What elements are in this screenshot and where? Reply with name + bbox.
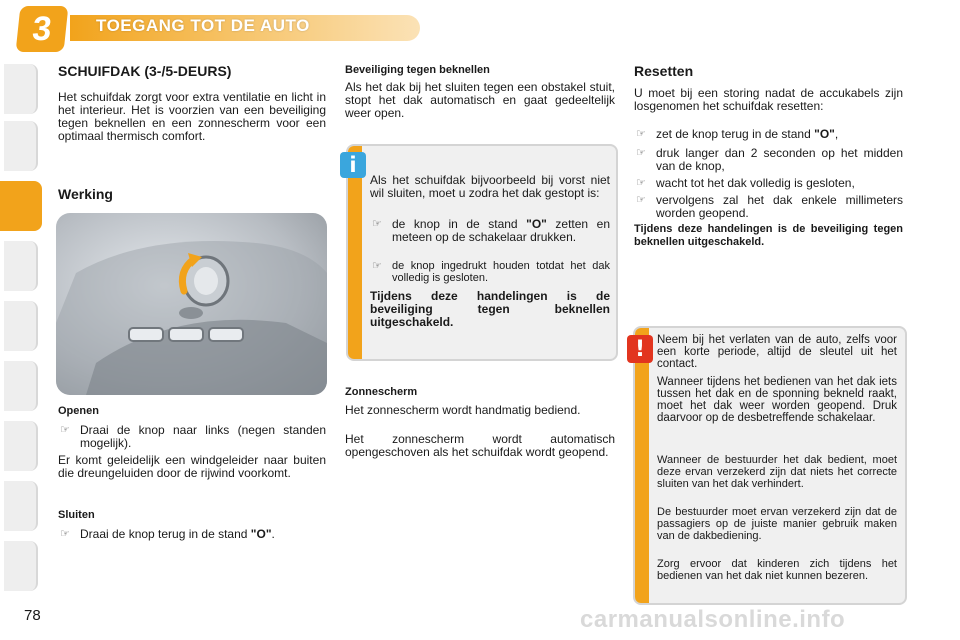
resetten-bullet: ☞ zet de knop terug in de stand "O", xyxy=(636,127,839,141)
resetten-bold-text: Tijdens deze handelingen is de beveiliging tegen beknellen uitgeschakeld. xyxy=(634,223,903,248)
pointing-hand-icon: ☞ xyxy=(636,147,646,159)
roof-console-illustration xyxy=(56,213,327,395)
pointing-hand-icon: ☞ xyxy=(636,177,646,189)
info-bullet: ☞ de knop ingedrukt houden totdat het dak volledig is gesloten. xyxy=(372,260,610,284)
zonnescherm-text: Het zonnescherm wordt automatisch opengeschoven als het schuifdak wordt geopend. xyxy=(345,432,615,459)
chapter-tab[interactable] xyxy=(4,301,38,351)
section-heading: SCHUIFDAK (3-/5-DEURS) xyxy=(58,63,232,79)
sluiten-bullet: ☞ Draai de knop terug in de stand "O". xyxy=(60,527,275,541)
chapter-number: 3 xyxy=(16,6,69,52)
beveiliging-text: Als het dak bij het sluiten tegen een obstakel stuit, stopt het dak automatisch en gaat gedeeltelijk weer open. xyxy=(345,80,615,120)
info-icon: i xyxy=(340,152,366,178)
page-number: 78 xyxy=(24,607,41,624)
chapter-tab[interactable] xyxy=(4,241,38,291)
warning-text: Wanneer de bestuurder het dak bedient, moet deze ervan verzekerd zijn dat niets het correcte sluiten van het dak verhindert. xyxy=(657,454,897,490)
warning-box-stripe xyxy=(635,328,649,603)
info-bullet: ☞ de knop in de stand "O" zetten en meteen op de schakelaar drukken. xyxy=(372,217,610,244)
pointing-hand-icon: ☞ xyxy=(372,218,382,230)
warning-icon: ! xyxy=(627,335,653,363)
warning-box xyxy=(633,326,907,605)
roof-control-photo xyxy=(56,213,327,395)
chapter-tab[interactable] xyxy=(4,64,38,114)
chapter-tab-active[interactable] xyxy=(0,181,42,231)
chapter-tab[interactable] xyxy=(4,421,38,471)
warning-text: De bestuurder moet ervan verzekerd zijn dat de passagiers op de juiste manier gebruik maken van de dakbediening. xyxy=(657,506,897,542)
chapter-tab[interactable] xyxy=(4,361,38,411)
warning-text: Neem bij het verlaten van de auto, zelfs voor een korte periode, altijd de sleutel uit het contact. xyxy=(657,334,897,370)
openen-bullet: ☞ Draai de knop naar links (negen standen mogelijk). xyxy=(60,423,326,450)
sluiten-heading: Sluiten xyxy=(58,509,95,521)
info-bold-text: Tijdens deze handelingen is de beveiliging tegen beknellen uitgeschakeld. xyxy=(370,289,610,329)
openen-text: Er komt geleidelijk een windgeleider naar buiten die dreungeluiden door de rijwind voorkomt. xyxy=(58,453,326,480)
info-box xyxy=(346,144,618,361)
page-title: TOEGANG TOT DE AUTO xyxy=(96,16,310,35)
resetten-bullet: ☞ druk langer dan 2 seconden op het midden van de knop, xyxy=(636,146,903,173)
zonnescherm-heading: Zonnescherm xyxy=(345,386,418,398)
watermark: carmanualsonline.info xyxy=(580,606,846,633)
werking-heading: Werking xyxy=(58,186,113,202)
intro-text: Het schuifdak zorgt voor extra ventilatie en licht in het interieur. Het is voorzien van een beveiliging tegen beknellen en een zonnescherm voor een optimaal thermisch comfort. xyxy=(58,90,326,143)
pointing-hand-icon: ☞ xyxy=(636,128,646,140)
resetten-bullet: ☞ wacht tot het dak volledig is gesloten, xyxy=(636,176,855,190)
pointing-hand-icon: ☞ xyxy=(60,424,70,436)
pointing-hand-icon: ☞ xyxy=(372,260,382,272)
resetten-bullet: ☞ vervolgens zal het dak enkele millimeters worden geopend. xyxy=(636,193,903,220)
pointing-hand-icon: ☞ xyxy=(60,528,70,540)
resetten-heading: Resetten xyxy=(634,63,694,79)
warning-text: Wanneer tijdens het bedienen van het dak iets tussen het dak en de sponning bekneld raakt, moet het dak weer worden geopend. Druk daarvoor op de desbetreffende schakelaar. xyxy=(657,376,897,424)
beveiliging-heading: Beveiliging tegen beknellen xyxy=(345,64,490,76)
openen-heading: Openen xyxy=(58,405,99,417)
warning-text: Zorg ervoor dat kinderen zich tijdens het bedienen van het dak niet kunnen bezeren. xyxy=(657,558,897,582)
chapter-tab[interactable] xyxy=(4,541,38,591)
zonnescherm-text: Het zonnescherm wordt handmatig bediend. xyxy=(345,403,581,417)
chapter-tab[interactable] xyxy=(4,481,38,531)
chapter-tabs xyxy=(0,0,40,640)
info-text: Als het schuifdak bijvoorbeeld bij vorst niet wil sluiten, moet u zodra het dak gestopt is: xyxy=(370,173,610,200)
chapter-tab[interactable] xyxy=(4,121,38,171)
resetten-text: U moet bij een storing nadat de accukabels zijn losgenomen het schuifdak resetten: xyxy=(634,86,903,113)
pointing-hand-icon: ☞ xyxy=(636,194,646,206)
